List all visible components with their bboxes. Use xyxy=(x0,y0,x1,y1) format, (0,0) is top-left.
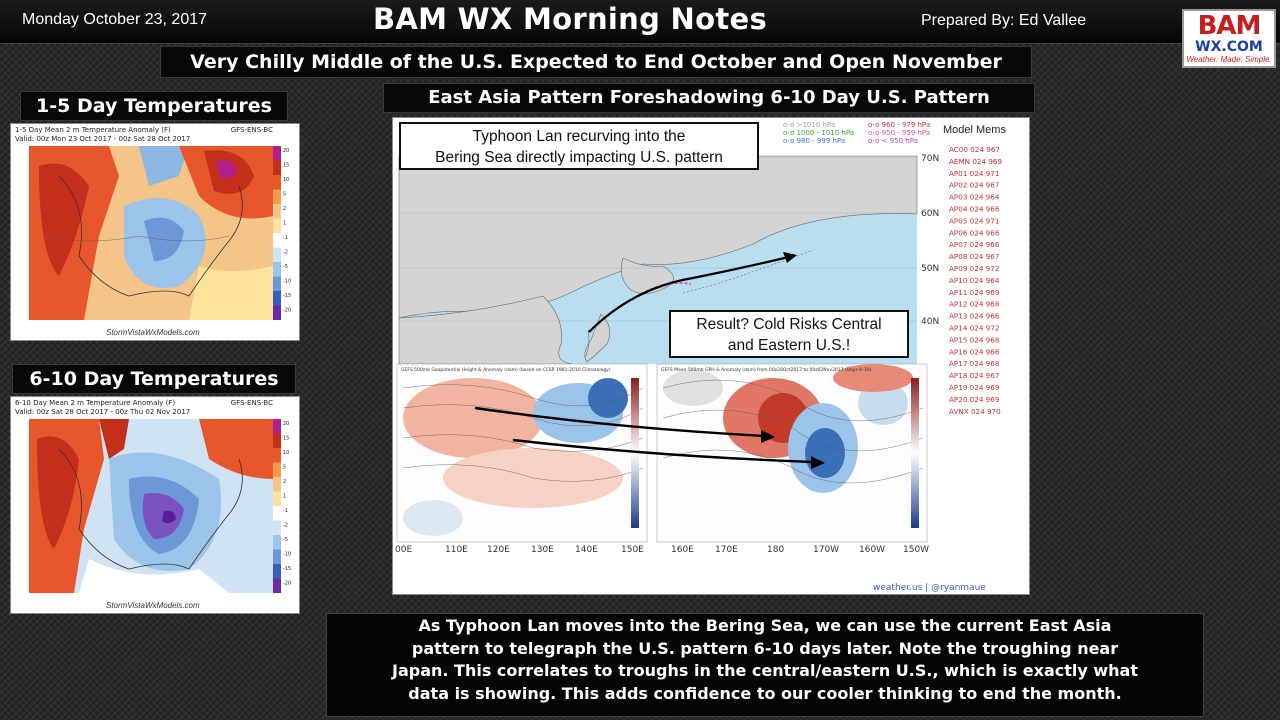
model-member: AP18 024 967 xyxy=(949,371,1000,381)
model-member: AP13 024 966 xyxy=(949,311,1000,321)
scale-label: 5 xyxy=(283,191,287,198)
scale-label: 1 xyxy=(283,220,287,227)
map-credit: StormVistaWxModels.com xyxy=(106,601,200,610)
model-member: AP11 024 969 xyxy=(949,287,1000,297)
result-note-box xyxy=(669,310,909,358)
map-6-10-day-temps xyxy=(10,396,300,614)
scale-label: 1 xyxy=(283,493,287,500)
pressure-legend-item: o-o 950 - 959 hPa xyxy=(868,129,931,137)
map-1-5-day-temps xyxy=(10,123,300,341)
pressure-legend-item: o-o 980 - 999 hPa xyxy=(783,137,846,145)
map-valid-caption: Valid: 00z Mon 23 Oct 2017 - 00z Sat 28 Oct 2017 xyxy=(15,135,191,143)
scale-label: -2 xyxy=(283,249,288,256)
logo-tagline: Weather. Made. Simple. xyxy=(1186,55,1272,64)
map-caption: 1-5 Day Mean 2 m Temperature Anomaly (F) xyxy=(15,126,171,134)
typhoon-note-box xyxy=(399,122,759,170)
lat-label: 70N xyxy=(921,154,940,164)
lon-label: 170W xyxy=(813,545,840,555)
model-member: AP10 024 964 xyxy=(949,275,1000,285)
anomaly-map-1-5 xyxy=(29,146,273,320)
model-member: AVNX 024 970 xyxy=(949,406,1001,416)
lat-label: 60N xyxy=(921,209,940,219)
model-member: AP15 024 968 xyxy=(949,335,1000,345)
scale-label: 2 xyxy=(283,206,287,212)
pressure-legend-item: o-o < 950 hPa xyxy=(868,137,918,145)
scale-label: -1 xyxy=(283,508,288,514)
lon-label: 150W xyxy=(903,545,930,555)
inset-right-title: GEFS Mean 500mb GPH & Anomaly (dam) from 00z28Oct2017 to 00z02Nov2017 (Days 6-10) xyxy=(661,368,872,373)
model-member: AP07 024 966 xyxy=(949,240,1000,250)
summary-line: data is showing. This adds confidence to our cooler thinking to end the month. xyxy=(408,683,1122,703)
scale-label: -2 xyxy=(283,522,288,529)
heading-1-5-day: 1-5 Day Temperatures xyxy=(20,91,288,121)
lon-label: 160E xyxy=(671,545,694,555)
map-valid-caption: Valid: 00z Sat 28 Oct 2017 - 00z Thu 02 Nov 2017 xyxy=(15,408,191,416)
scale-label: -20 xyxy=(283,307,292,314)
figure-credit: weather.us | @ryanmaue xyxy=(873,583,986,593)
map-model-caption: GFS-ENS-BC xyxy=(230,399,273,407)
inset-left-title: GEFS 500mb Geopotential Height & Anomaly (dam) (based on CFSR 1981-2010 Climatology) xyxy=(401,368,611,373)
model-member: AP06 024 966 xyxy=(949,228,1000,238)
lon-label: 130E xyxy=(531,545,554,555)
model-member: AP01 024 971 xyxy=(949,168,1000,178)
model-member: AP05 024 971 xyxy=(949,216,1000,226)
map-credit: StormVistaWxModels.com xyxy=(106,328,200,337)
scale-label: 20 xyxy=(283,421,290,427)
prepared-by: Prepared By: Ed Vallee xyxy=(921,12,1087,29)
color-scale-1-5 xyxy=(273,146,295,320)
scale-label: -10 xyxy=(283,278,292,285)
model-mems-title: Model Mems xyxy=(943,124,1006,136)
anomaly-map-6-10 xyxy=(29,419,273,593)
scale-label: -15 xyxy=(283,293,292,299)
scale-label: -10 xyxy=(283,551,292,558)
scale-label: -1 xyxy=(283,235,288,241)
model-member: AC00 024 967 xyxy=(949,145,1000,154)
lon-label: 180 xyxy=(767,545,785,555)
lat-label: 40N xyxy=(921,317,940,327)
model-member: AEMN 024 969 xyxy=(949,156,1003,166)
scale-label: 15 xyxy=(283,162,290,169)
lon-label: 140E xyxy=(575,545,598,555)
scale-label: 10 xyxy=(283,177,290,183)
typhoon-note-line1: Typhoon Lan recurving into the xyxy=(472,128,686,145)
heading-6-10-day: 6-10 Day Temperatures xyxy=(12,364,296,394)
result-note-line1: Result? Cold Risks Central xyxy=(696,316,882,333)
map-caption: 6-10 Day Mean 2 m Temperature Anomaly (F) xyxy=(15,399,176,407)
map-model-caption: GFS-ENS-BC xyxy=(230,126,273,134)
model-member: AP16 024 966 xyxy=(949,347,1000,357)
color-scale-6-10 xyxy=(273,419,295,593)
page-title: BAM WX Morning Notes xyxy=(372,2,768,36)
pressure-legend-item: o-o 1000 - 1010 hPa xyxy=(783,129,855,137)
pressure-legend-item: o-o >1010 hPa xyxy=(783,121,836,129)
summary-line: pattern to telegraph the U.S. pattern 6-10 days later. Note the troughing near xyxy=(411,638,1119,658)
scale-label: -5 xyxy=(283,264,288,270)
model-member: AP08 024 967 xyxy=(949,252,1000,262)
scale-label: 20 xyxy=(283,148,290,154)
scale-label: -15 xyxy=(283,566,292,572)
logo-bam-text: BAM xyxy=(1197,11,1261,41)
lon-label: 120E xyxy=(487,545,510,555)
model-member: AP19 024 969 xyxy=(949,383,1000,392)
typhoon-note-line2: Bering Sea directly impacting U.S. pattern xyxy=(435,149,723,166)
header-bar xyxy=(0,0,1280,44)
lon-label: 170E xyxy=(715,545,738,555)
model-member: AP02 024 967 xyxy=(949,180,1000,190)
model-member: AP04 024 966 xyxy=(949,204,1000,214)
lon-label: 110E xyxy=(445,545,468,555)
summary-line: As Typhoon Lan moves into the Bering Sea, we can use the current East Asia xyxy=(418,616,1112,635)
report-date: Monday October 23, 2017 xyxy=(22,11,208,28)
scale-label: 2 xyxy=(283,479,287,485)
summary-text-box xyxy=(326,613,1204,717)
lon-label: 150E xyxy=(621,545,644,555)
model-member: AP14 024 972 xyxy=(949,323,1000,333)
scale-label: 5 xyxy=(283,464,287,471)
model-member: AP09 024 972 xyxy=(949,264,1000,273)
scale-label: -5 xyxy=(283,537,288,543)
pressure-legend-item: o-o 960 - 979 hPa xyxy=(868,121,931,129)
scale-label: 15 xyxy=(283,435,290,442)
model-member: AP20 024 969 xyxy=(949,394,1000,404)
lon-label: 160W xyxy=(859,545,886,555)
model-member: AP03 024 964 xyxy=(949,192,1000,202)
summary-line: Japan. This correlates to troughs in the central/eastern U.S., which is exactly what xyxy=(392,661,1138,680)
heading-east-asia: East Asia Pattern Foreshadowing 6-10 Day U.S. Pattern xyxy=(383,83,1035,113)
lat-label: 50N xyxy=(921,264,940,274)
scale-label: -20 xyxy=(283,580,292,587)
bam-wx-logo[interactable] xyxy=(1182,9,1276,68)
logo-wx-text: WX.COM xyxy=(1195,39,1263,55)
model-member: AP12 024 968 xyxy=(949,299,1000,309)
lon-label: 00E xyxy=(395,545,413,555)
subtitle-banner: Very Chilly Middle of the U.S. Expected to End October and Open November xyxy=(160,46,1032,78)
model-member: AP17 024 968 xyxy=(949,359,1000,369)
scale-label: 10 xyxy=(283,450,290,456)
result-note-line2: and Eastern U.S.! xyxy=(727,337,851,354)
east-asia-pattern-figure xyxy=(392,117,1030,595)
